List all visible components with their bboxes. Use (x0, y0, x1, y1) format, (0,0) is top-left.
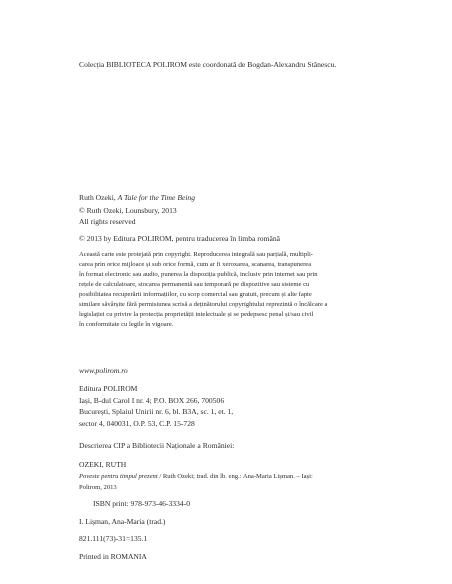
legal-line: similare săvârșite fără permisiunea scrisă a deținătorului copyrightului reprezintă o încălcare a (79, 301, 328, 308)
printed-in: Printed in ROMANIA (79, 552, 147, 561)
cip-title: Poveste pentru timpul prezent (79, 472, 158, 480)
translation-copyright: © 2013 by Editura POLIROM, pentru traducerea în limba română (79, 234, 281, 243)
classification: 821.111(73)-31=135.1 (79, 534, 148, 543)
website-link[interactable]: www.polirom.ro (79, 366, 128, 375)
legal-line: Această carte este protejată prin copyright. Reproducerea integrală sau parțială, multipli- (79, 251, 313, 258)
original-title-line (79, 192, 379, 204)
rights-reserved: All rights reserved (79, 217, 136, 226)
address-line: București, Splaiul Unirii nr. 6, bl. B3A, sc. 1, et. 1, (79, 407, 234, 417)
cip-heading: Descrierea CIP a Bibliotecii Naționale a României: (79, 441, 235, 450)
legal-line: rețele de calculatoare, stocarea permanentă sau temporară pe dispozitive sau sisteme cu (79, 281, 310, 288)
cip-record (79, 459, 379, 493)
legal-notice (79, 250, 379, 330)
original-copyright: © Ruth Ozeki, Lounsbury, 2013 (79, 206, 177, 215)
cip-title-rest: / Ruth Ozeki; trad. din lb. eng.: Ana-Maria Lișman. – Iași: (157, 472, 313, 480)
publisher-address (79, 383, 379, 429)
cip-author: OZEKI, RUTH (79, 460, 127, 469)
address-line: sector 4, 040031, O.P. 53, C.P. 15-728 (79, 418, 195, 428)
legal-line: carea prin orice mijloace și sub orice formă, cum ar fi xeroxarea, scanarea, transpunerea (79, 261, 312, 268)
legal-line: posibilitatea recuperării informațiilor, cu scop comercial sau gratuit, precum și alte fapte (79, 291, 312, 298)
series-note: Colecția BIBLIOTECA POLIROM este coordonată de Bogdan-Alexandru Stănescu. (79, 60, 337, 69)
legal-line: legislației cu privire la protecția proprietății intelectuale și se pedepsesc penal și/sau civil (79, 311, 314, 318)
cip-year: Polirom, 2013 (79, 483, 117, 491)
legal-line: în format electronic sau audio, punerea la dispoziția publică, inclusiv prin internet sau prin (79, 271, 318, 278)
address-line: Iași, B-dul Carol I nr. 4; P.O. BOX 266, 700506 (79, 395, 225, 405)
cip-title-line (79, 471, 379, 482)
legal-line: în conformitate cu legile în vigoare. (79, 321, 174, 328)
original-title: A Tale for the Time Being (117, 193, 196, 202)
original-author: Ruth Ozeki, (79, 193, 116, 202)
isbn: ISBN print: 978-973-46-3334-0 (93, 499, 191, 508)
publisher-name: Editura POLIROM (79, 384, 138, 393)
translator: I. Lișman, Ana-Maria (trad.) (79, 517, 166, 526)
